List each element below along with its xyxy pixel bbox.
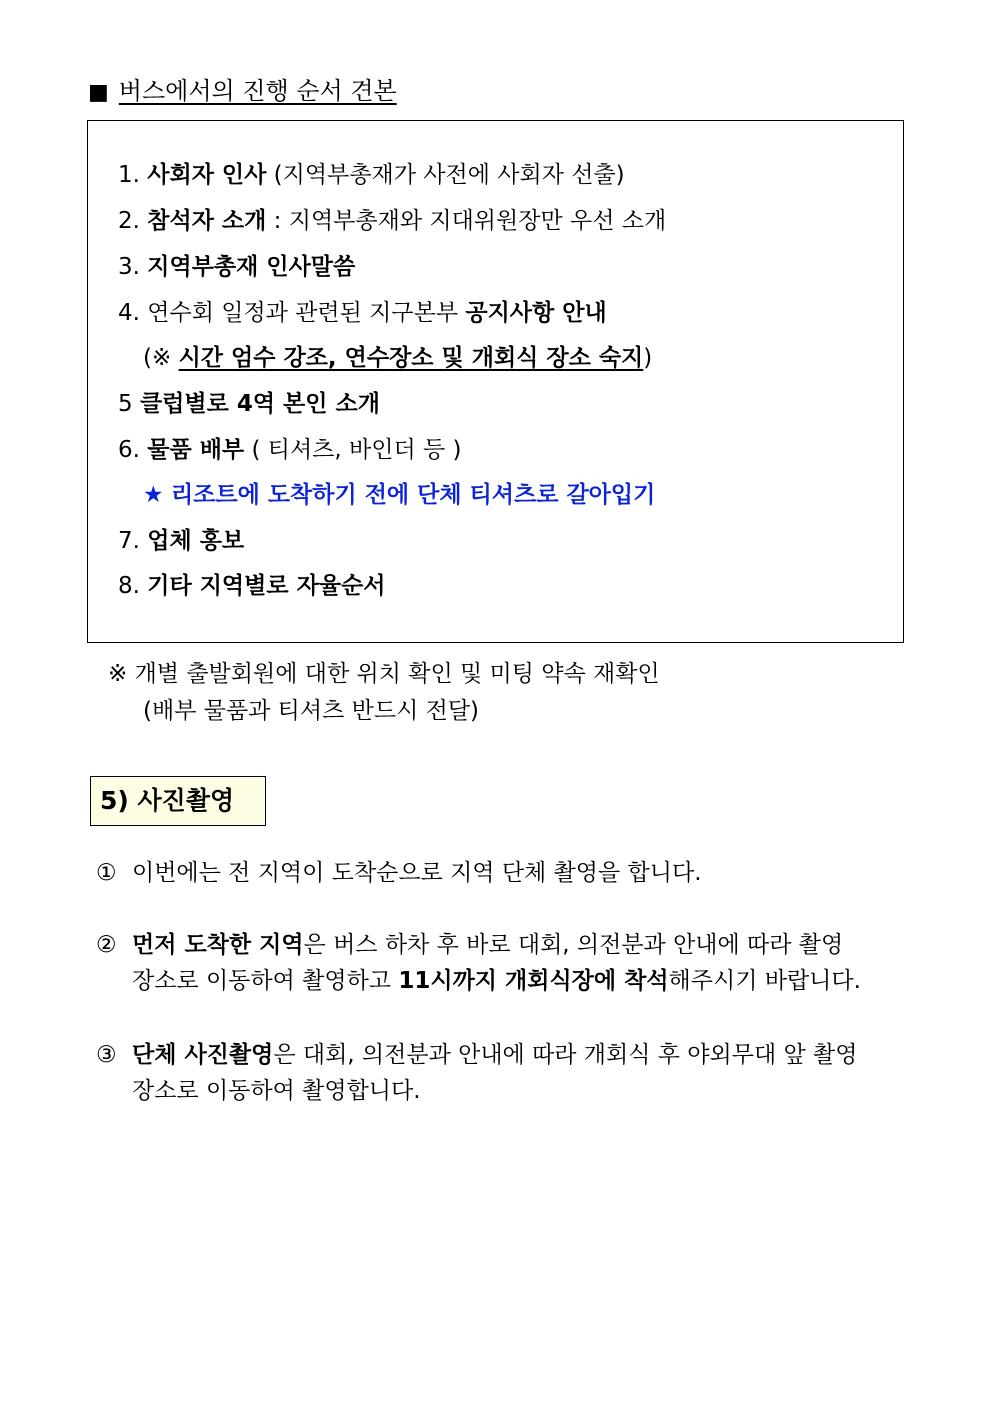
paragraph-2-line-2: 장소로 이동하여 촬영하고 11시까지 개회식장에 착석해주시기 바랍니다. xyxy=(132,968,861,994)
note-line-1: ※ 개별 출발회원에 대한 위치 확인 및 미팅 약속 재확인 xyxy=(108,661,660,687)
step-8: 8. 기타 지역별로 자율순서 xyxy=(118,573,386,599)
paragraph-2-line-1: ② 먼저 도착한 지역은 버스 하차 후 바로 대회, 의전분과 안내에 따라 촬영 xyxy=(96,932,844,958)
square-bullet-icon: ■ xyxy=(88,80,109,105)
step-4: 4. 연수회 일정과 관련된 지구본부 공지사항 안내 xyxy=(118,300,607,326)
paragraph-1: ① 이번에는 전 지역이 도착순으로 지역 단체 촬영을 합니다. xyxy=(96,860,702,886)
procedure-box xyxy=(87,120,904,643)
step-6: 6. 물품 배부 ( 티셔츠, 바인더 등 ) xyxy=(118,437,462,463)
step-5: 5 클럽별로 4역 본인 소개 xyxy=(118,391,380,417)
circled-one: ① xyxy=(96,860,117,886)
step-2: 2. 참석자 소개 : 지역부총재와 지대위원장만 우선 소개 xyxy=(118,208,667,234)
section-title-box: 5) 사진촬영 xyxy=(90,776,266,826)
paragraph-3-line-1: ③ 단체 사진촬영은 대회, 의전분과 안내에 따라 개회식 후 야외무대 앞 촬영 xyxy=(96,1042,858,1068)
section-heading xyxy=(88,76,397,108)
circled-two: ② xyxy=(96,932,117,958)
heading-title: 버스에서의 진행 순서 견본 xyxy=(118,77,397,105)
note-line-2: (배부 물품과 티셔츠 반드시 전달) xyxy=(143,698,480,724)
paragraph-3-line-2: 장소로 이동하여 촬영합니다. xyxy=(132,1078,421,1104)
step-4-note: (※ 시간 엄수 강조, 연수장소 및 개회식 장소 숙지) xyxy=(143,345,653,371)
step-1: 1. 사회자 인사 (지역부총재가 사전에 사회자 선출) xyxy=(118,162,625,188)
step-7: 7. 업체 홍보 xyxy=(118,528,245,554)
star-icon: ★ xyxy=(143,482,164,508)
step-3: 3. 지역부총재 인사말씀 xyxy=(118,254,356,280)
circled-three: ③ xyxy=(96,1042,117,1068)
step-6-tip: ★ 리조트에 도착하기 전에 단체 티셔츠로 갈아입기 xyxy=(143,482,656,508)
